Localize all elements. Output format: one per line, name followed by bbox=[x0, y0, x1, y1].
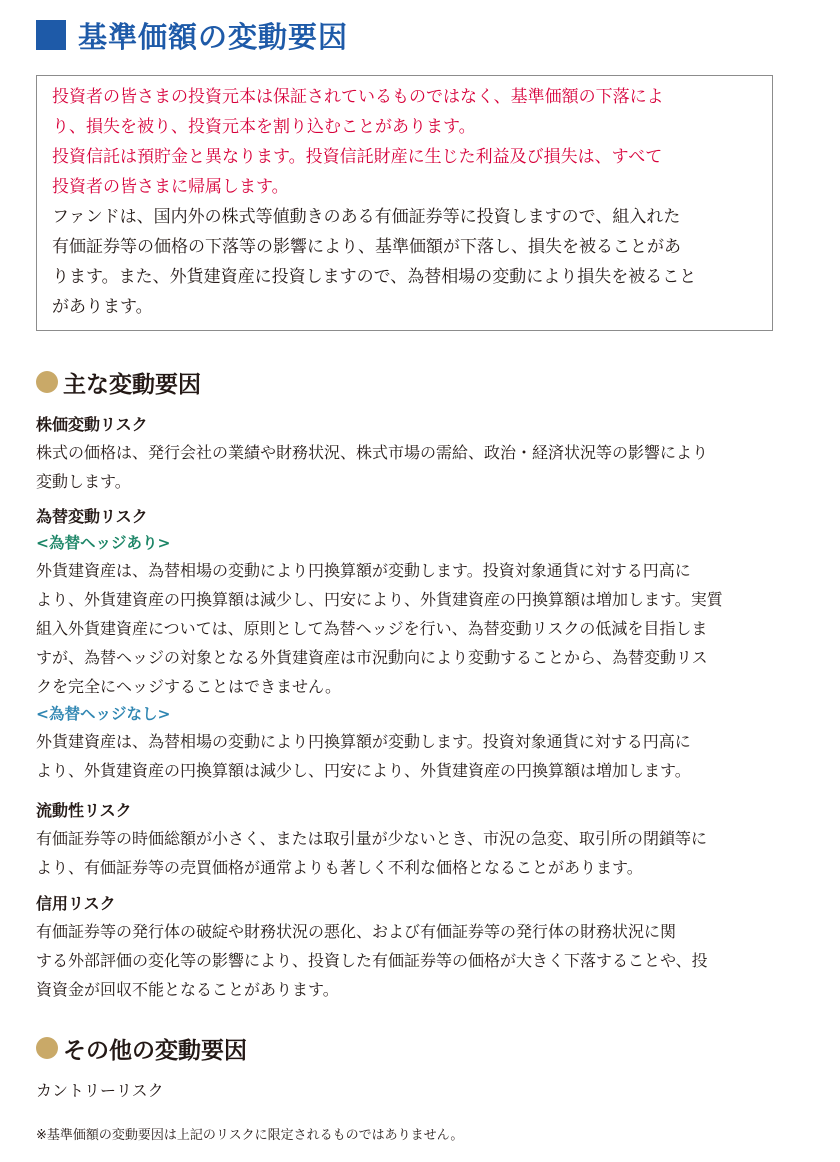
notice-line: があります。 bbox=[52, 297, 153, 317]
hedged-label: <為替ヘッジあり> bbox=[36, 534, 171, 552]
notice-line: 投資者の皆さまに帰属します。 bbox=[52, 177, 289, 197]
notice-box bbox=[36, 75, 773, 331]
risk-desc-line: クを完全にヘッジすることはできません。 bbox=[36, 677, 341, 696]
risk-title: 株価変動リスク bbox=[36, 415, 148, 434]
bullet-dot-icon bbox=[36, 371, 58, 393]
risk-desc-line: より、外貨建資産の円換算額は減少し、円安により、外貨建資産の円換算額は増加します。 bbox=[36, 761, 691, 780]
main-factors-heading bbox=[36, 364, 201, 400]
country-risk-item: カントリーリスク bbox=[36, 1081, 164, 1100]
section-title: 主な変動要因 bbox=[63, 371, 201, 398]
risk-desc-line: 資資金が回収不能となることがあります。 bbox=[36, 980, 339, 999]
notice-line: 投資信託は預貯金と異なります。投資信託財産に生じた利益及び損失は、すべて bbox=[52, 147, 663, 167]
stock-risk-block bbox=[36, 412, 781, 496]
section-title: その他の変動要因 bbox=[63, 1037, 247, 1064]
footnote: ※基準価額の変動要因は上記のリスクに限定されるものではありません。 bbox=[36, 1128, 464, 1143]
risk-desc-line: 外貨建資産は、為替相場の変動により円換算額が変動します。投資対象通貨に対する円高に bbox=[36, 732, 691, 751]
notice-line: り、損失を被り、投資元本を割り込むことがあります。 bbox=[52, 117, 476, 137]
liquidity-risk-block bbox=[36, 798, 781, 882]
bullet-dot-icon bbox=[36, 1037, 58, 1059]
risk-title: 為替変動リスク bbox=[36, 507, 148, 526]
notice-line: 有価証券等の価格の下落等の影響により、基準価額が下落し、損失を被ることがあ bbox=[52, 237, 681, 257]
page-header bbox=[36, 12, 348, 58]
risk-desc-line: 外貨建資産は、為替相場の変動により円換算額が変動します。投資対象通貨に対する円高に bbox=[36, 561, 691, 580]
risk-desc-line: より、外貨建資産の円換算額は減少し、円安により、外貨建資産の円換算額は増加します。実質 bbox=[36, 590, 723, 609]
notice-line: 投資者の皆さまの投資元本は保証されているものではなく、基準価額の下落によ bbox=[52, 87, 664, 107]
risk-desc-line: 組入外貨建資産については、原則として為替ヘッジを行い、為替変動リスクの低減を目指しま bbox=[36, 619, 708, 638]
notice-line: ります。また、外貨建資産に投資しますので、為替相場の変動により損失を被ること bbox=[52, 267, 697, 287]
credit-risk-block bbox=[36, 891, 781, 1004]
risk-desc-line: すが、為替ヘッジの対象となる外貨建資産は市況動向により変動することから、為替変動リス bbox=[36, 648, 708, 667]
other-factors-heading bbox=[36, 1030, 247, 1066]
risk-desc-line: する外部評価の変化等の影響により、投資した有価証券等の価格が大きく下落することや、投 bbox=[36, 951, 708, 970]
risk-desc-line: 株式の価格は、発行会社の業績や財務状況、株式市場の需給、政治・経済状況等の影響により bbox=[36, 443, 709, 462]
notice-line: ファンドは、国内外の株式等値動きのある有価証券等に投資しますので、組入れた bbox=[52, 207, 681, 227]
risk-title: 流動性リスク bbox=[36, 801, 132, 820]
risk-title: 信用リスク bbox=[36, 894, 116, 913]
risk-desc-line: 有価証券等の時価総額が小さく、または取引量が少ないとき、市況の急変、取引所の閉鎖等に bbox=[36, 829, 708, 848]
risk-desc-line: 変動します。 bbox=[36, 472, 131, 491]
page-title: 基準価額の変動要因 bbox=[78, 19, 349, 54]
risk-desc-line: 有価証券等の発行体の破綻や財務状況の悪化、および有価証券等の発行体の財務状況に関 bbox=[36, 922, 677, 941]
fx-risk-block bbox=[36, 504, 781, 785]
unhedged-label: <為替ヘッジなし> bbox=[36, 705, 171, 723]
risk-desc-line: より、有価証券等の売買価格が通常よりも著しく不利な価格となることがあります。 bbox=[36, 858, 643, 877]
title-square-icon bbox=[36, 20, 66, 50]
